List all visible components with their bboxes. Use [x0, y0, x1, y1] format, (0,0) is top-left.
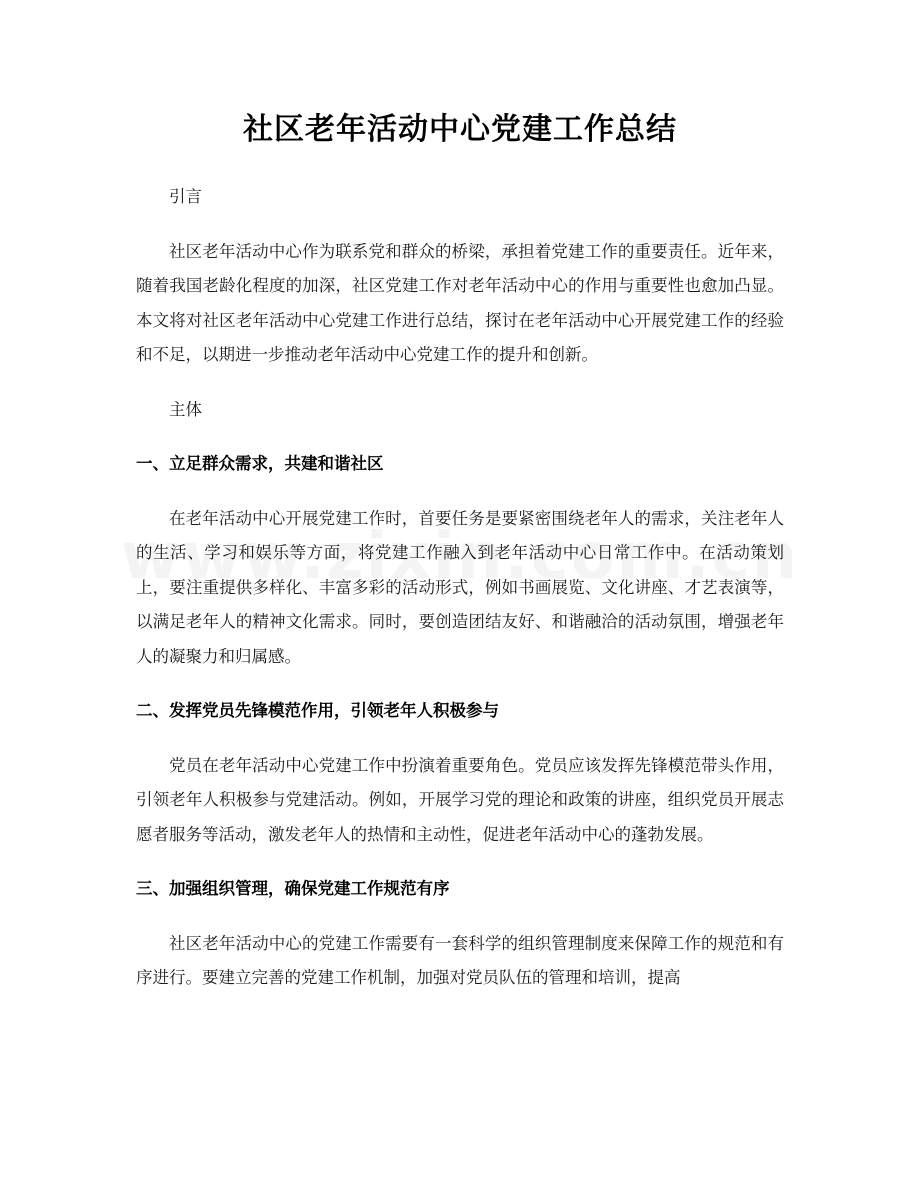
section-paragraph-3: 社区老年活动中心的党建工作需要有一套科学的组织管理制度来保障工作的规范和有序进行。要建立完善的党建工作机制，加强对党员队伍的管理和培训，提高	[136, 933, 784, 987]
body-label: 主体	[169, 399, 202, 419]
section-paragraph-2: 党员在老年活动中心党建工作中扮演着重要角色。党员应该发挥先锋模范带头作用，引领老年人积极参与党建活动。例如，开展学习党的理论和政策的讲座，组织党员开展志愿者服务等活动，激发老年人的热情和主动性，促进老年活动中心的蓬勃发展。	[136, 755, 784, 844]
intro-paragraph: 社区老年活动中心作为联系党和群众的桥梁，承担着党建工作的重要责任。近年来，随着我国老龄化程度的加深，社区党建工作对老年活动中心的作用与重要性也愈加凸显。本文将对社区老年活动中心党建工作进行总结，探讨在老年活动中心开展党建工作的经验和不足，以期进一步推动老年活动中心党建工作的提升和创新。	[136, 241, 784, 364]
intro-label: 引言	[169, 187, 202, 206]
section-heading-2: 二、发挥党员先锋模范作用，引领老年人积极参与	[136, 701, 499, 720]
section-heading-1: 一、立足群众需求，共建和谐社区	[136, 454, 384, 473]
section-heading-3: 三、加强组织管理，确保党建工作规范有序	[136, 879, 450, 898]
document-body	[136, 180, 784, 1016]
document-title: 社区老年活动中心党建工作总结	[243, 112, 677, 147]
section-paragraph-1: 在老年活动中心开展党建工作时，首要任务是要紧密围绕老年人的需求，关注老年人的生活、学习和娱乐等方面，将党建工作融入到老年活动中心日常工作中。在活动策划上，要注重提供多样化、丰富多彩的活动形式，例如书画展览、文化讲座、才艺表演等，以满足老年人的精神文化需求。同时，要创造团结友好、和谐融洽的活动氛围，增强老年人的凝聚力和归属感。	[136, 508, 784, 666]
